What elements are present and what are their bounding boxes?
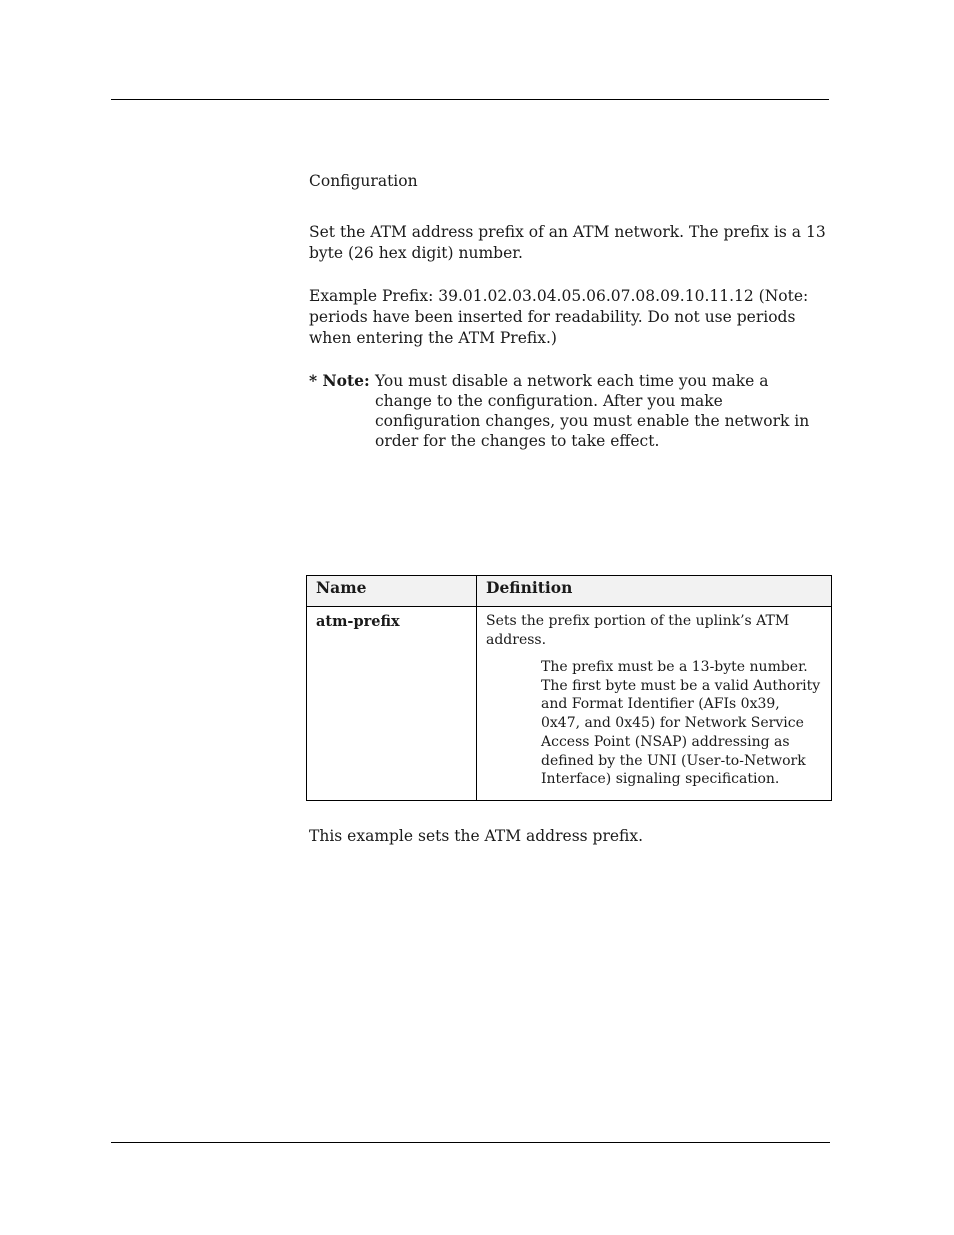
table-header-row [307,576,832,607]
param-name: atm-prefix [307,607,477,801]
param-definition-cell [477,607,832,801]
parameter-table [306,575,832,801]
header-definition: Definition [477,576,832,607]
command-mode: Configuration [309,172,418,190]
command-description: Set the ATM address prefix of an ATM network. The prefix is a 13 byte (26 hex digit) number. [309,223,826,262]
footer-rule [111,1142,830,1143]
param-definition-detail: The prefix must be a 13-byte number. The first byte must be a valid Authority and Format Identifier (AFIs 0x39, 0x47, and 0x45) for Network Service Access Point (NSAP) addressing as defined by the UNI (User-to-Network Interface) signaling specification. [541,659,821,788]
example-prefix-note: Example Prefix: 39.01.02.03.04.05.06.07.08.09.10.11.12 (Note: periods have been inserted for readability. Do not use periods when entering the ATM Prefix.) [309,287,809,347]
param-definition: Sets the prefix portion of the uplink’s ATM address. [486,613,790,648]
note-block [309,371,829,451]
table-row [307,607,832,801]
example-text: This example sets the ATM address prefix. [309,827,644,845]
note-label: * Note: [309,371,370,390]
header-rule [111,99,829,100]
header-name: Name [307,576,477,607]
note-text: You must disable a network each time you make a change to the configuration. After you make configuration changes, you must enable the network in order for the changes to take effect. [375,372,810,450]
